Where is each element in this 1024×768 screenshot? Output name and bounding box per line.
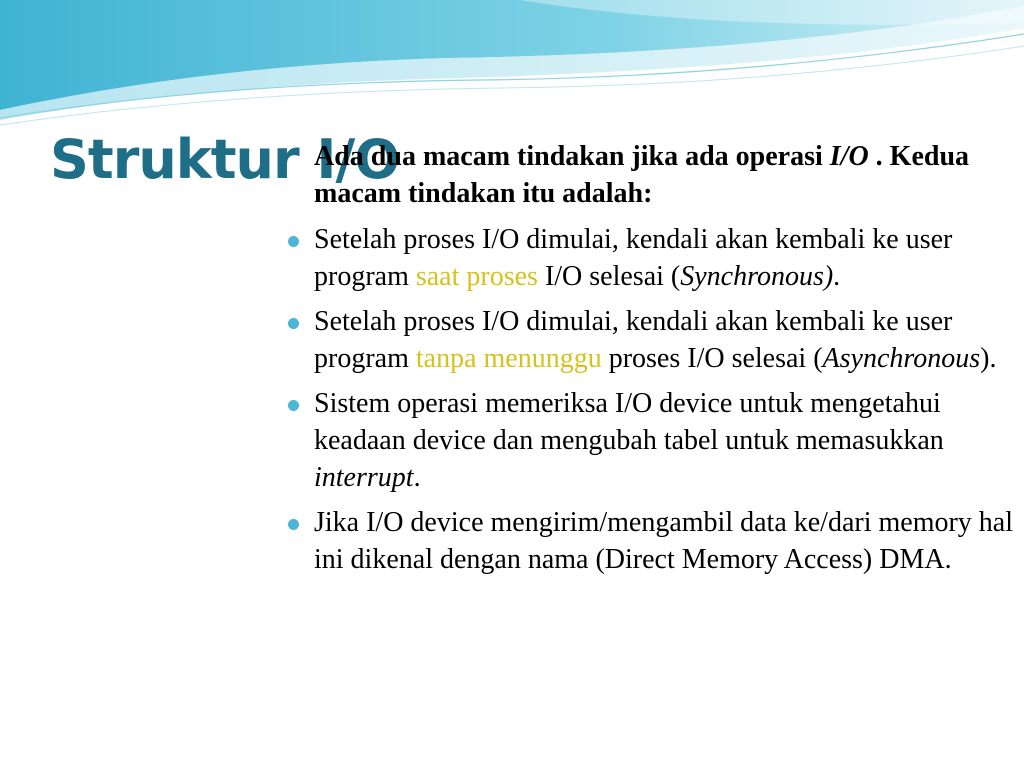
intro-io-italic: I/O xyxy=(829,141,869,172)
header-wave-decoration xyxy=(0,0,1024,130)
italic-term: Synchronous) xyxy=(680,261,834,292)
highlight-text: tanpa menunggu xyxy=(415,343,602,374)
slide-title: Struktur I/O xyxy=(50,128,400,191)
bullet-list xyxy=(284,221,1014,578)
bullet-item-dma xyxy=(284,504,1014,578)
bullet-text: Jika I/O device mengirim/mengambil data ke/dari memory hal ini dikenal dengan nama (Direct Memory Access) DMA. xyxy=(314,507,1014,575)
bullet-dot-icon xyxy=(288,400,299,411)
bullet-dot-icon xyxy=(288,236,299,247)
bullet-item-interrupt xyxy=(284,385,1014,496)
bullet-text: Setelah proses I/O dimulai, kendali akan kembali ke user program xyxy=(314,224,953,292)
bullet-text: Sistem operasi memeriksa I/O device untuk mengetahui keadaan device dan mengubah tabel untuk memasukkan xyxy=(314,388,944,456)
intro-text-1: Ada dua macam tindakan jika ada operasi xyxy=(314,141,830,172)
italic-term: interrupt xyxy=(314,462,414,493)
intro-text-2: . Kedua macam tindakan itu adalah: xyxy=(314,141,970,209)
bullet-text: . xyxy=(833,261,841,292)
italic-term: Asynchronous xyxy=(822,343,981,374)
bullet-dot-icon xyxy=(288,519,299,530)
intro-paragraph xyxy=(314,138,1014,212)
highlight-text: saat proses xyxy=(415,261,538,292)
slide-body xyxy=(284,138,1014,586)
bullet-text: proses I/O selesai ( xyxy=(601,343,823,374)
bullet-text: Setelah proses I/O dimulai, kendali akan kembali ke user program xyxy=(314,306,953,374)
bullet-item-synchronous xyxy=(284,221,1014,295)
bullet-item-asynchronous xyxy=(284,303,1014,377)
bullet-text: I/O selesai ( xyxy=(537,261,681,292)
bullet-dot-icon xyxy=(288,318,299,329)
bullet-text: ). xyxy=(980,343,997,374)
bullet-text: . xyxy=(413,462,421,493)
